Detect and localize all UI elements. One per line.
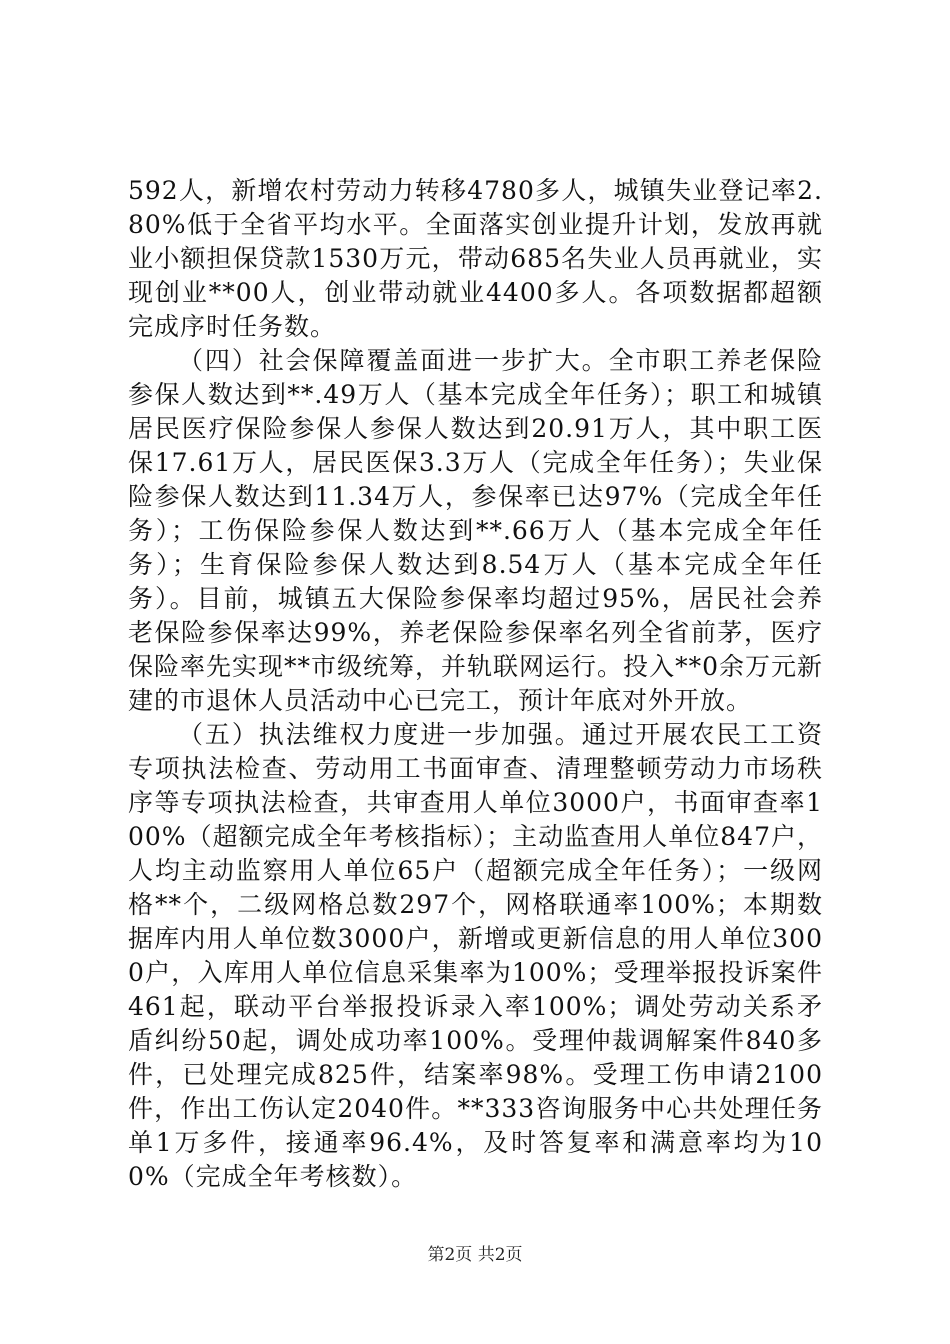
paragraph-law-enforcement: （五）执法维权力度进一步加强。通过开展农民工工资专项执法检查、劳动用工书面审查、清理整顿劳动力市场秩序等专项执法检查，共审查用人单位3000户，书面审查率100%（超额完成全年考核指标）；主动监查用人单位847户，人均主动监察用人单位65户（超额完成全年任务）；一级网格**个，二级网格总数297个，网格联通率100%；本期数据库内用人单位数3000户，新增或更新信息的用人单位3000户，入库用人单位信息采集率为100%；受理举报投诉案件461起，联动平台举报投诉录入率100%；调处劳动关系矛盾纠纷50起，调处成功率100%。受理仲裁调解案件840多件，已处理完成825件，结案率98%。受理工伤申请2100件，作出工伤认定2040件。**333咨询服务中心共处理任务单1万多件，接通率96.4%，及时答复率和满意率均为100%（完成全年考核数）。 (128, 720, 823, 1191)
document-body (128, 174, 823, 1194)
paragraph-social-security: （四）社会保障覆盖面进一步扩大。全市职工养老保险参保人数达到**.49万人（基本完成全年任务）；职工和城镇居民医疗保险参保人参保人数达到20.91万人，其中职工医保17.61万人，居民医保3.3万人（完成全年任务）；失业保险参保人数达到11.34万人，参保率已达97%（完成全年任务）；工伤保险参保人数达到**.66万人（基本完成全年任务）；生育保险参保人数达到8.54万人（基本完成全年任务）。目前，城镇五大保险参保率均超过95%，居民社会养老保险参保率达99%，养老保险参保率名列全省前茅，医疗保险率先实现**市级统筹，并轨联网运行。投入**0余万元新建的市退休人员活动中心已完工，预计年底对外开放。 (128, 346, 823, 715)
paragraph-employment: 592人，新增农村劳动力转移4780多人，城镇失业登记率2.80%低于全省平均水平。全面落实创业提升计划，发放再就业小额担保贷款1530万元，带动685名失业人员再就业，实现创业**00人，创业带动就业4400多人。各项数据都超额完成序时任务数。 (128, 176, 823, 341)
page-footer: 第2页 共2页 (427, 1245, 523, 1265)
